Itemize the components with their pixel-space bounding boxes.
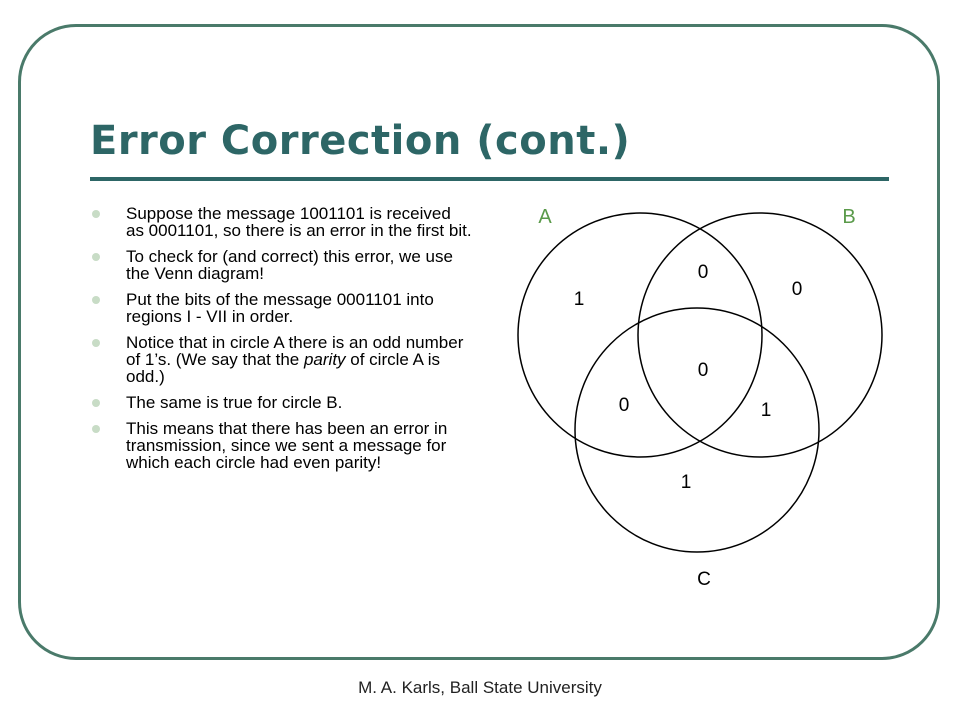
bullet-text: Put the bits of the message 0001101 into regions I - VII in order. [126, 290, 434, 326]
region-a-c: 0 [618, 395, 630, 416]
region-a-b: 0 [697, 262, 709, 283]
bullet-text-start: Notice that in circle A there is an odd number of 1’s. (We say that the [126, 333, 464, 369]
bullet-text: The same is true for circle B. [126, 393, 343, 412]
region-c-only: 1 [680, 472, 692, 493]
circle-label-c: C [697, 569, 711, 590]
region-b-only: 0 [791, 279, 803, 300]
bullet-text: Suppose the message 1001101 is received as 0001101, so there is an error in the first bit. [126, 204, 472, 240]
region-b-c: 1 [760, 400, 772, 421]
slide-title: Error Correction (cont.) [90, 118, 631, 164]
bullet-text-italic: parity [303, 350, 346, 369]
circle-label-b: B [842, 206, 856, 228]
bullet-text-end: of circle A is odd.) [126, 350, 441, 386]
circle-a [518, 213, 762, 457]
bullet-text: This means that there has been an error in transmission, since we sent a message for which each circle had even parity! [126, 419, 448, 472]
bullet-text: To check for (and correct) this error, we use the Venn diagram! [126, 247, 453, 283]
footer-credit: M. A. Karls, Ball State University [358, 678, 602, 697]
circle-c [575, 308, 819, 552]
region-a-b-c: 0 [697, 360, 709, 381]
region-a-only: 1 [573, 289, 585, 310]
circle-label-a: A [538, 206, 552, 228]
